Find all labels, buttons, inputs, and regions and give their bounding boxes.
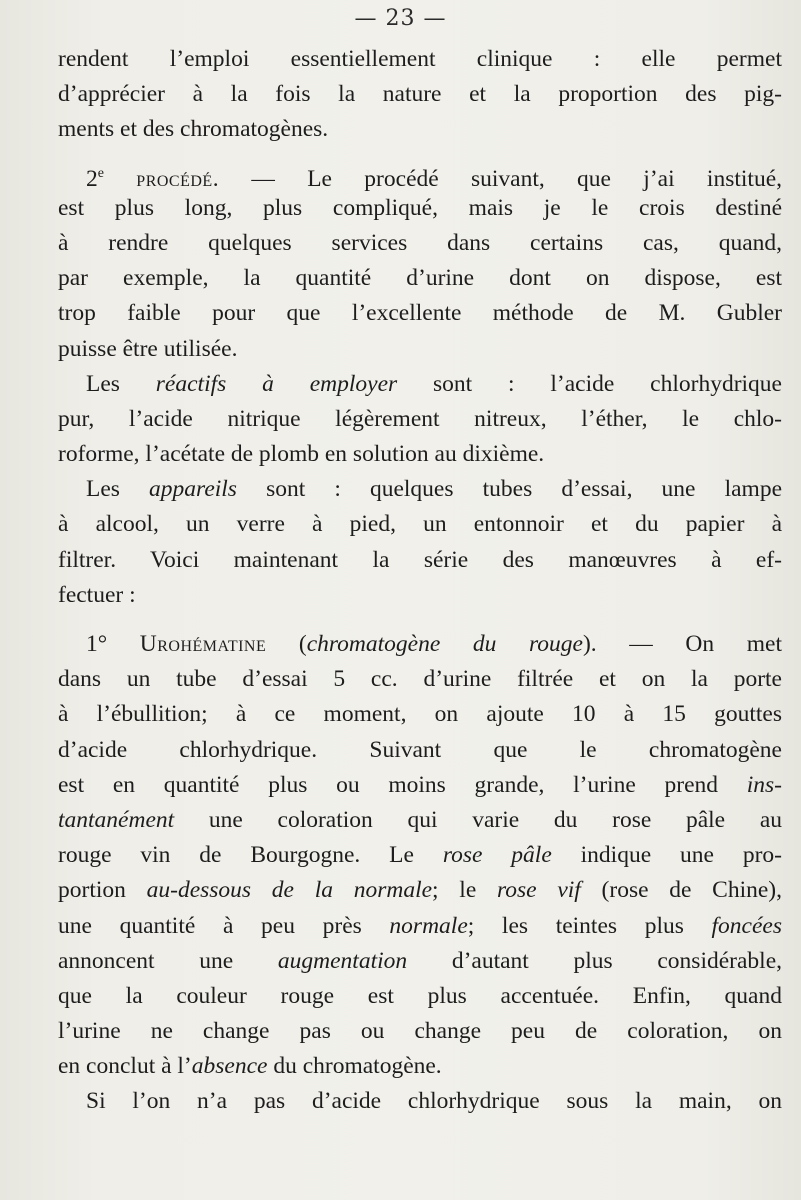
text-line [58,296,782,331]
text-run: est en quantité plus ou moins grande, l’urine prend [58,771,747,798]
text-line [58,507,782,542]
italic-text: absence [191,1053,268,1080]
text-run: sont : l’acide chlorhydrique [397,370,782,397]
text-run: annoncent une [58,947,278,974]
text-run: (rose de Chine), [580,877,783,904]
italic-text: appareils [149,476,237,503]
text-line [58,472,782,507]
text-line [58,332,782,367]
italic-text: normale [389,912,468,939]
text-run: par exemple, la quantité d’urine dont on dispose, est [58,265,782,292]
text-run: en conclut à l’ [58,1053,192,1080]
text-run: pur, l’acide nitrique légèrement nitreux, l’éther, le chlo- [58,405,782,432]
text-run: ( [266,631,307,657]
text-run: d’acide chlorhydrique. Suivant que le chromatogène [58,736,782,763]
text-run: — Le procédé suivant, que j’ai institué, [219,165,783,192]
body-text [58,42,782,1120]
text-run: d’autant plus considérable, [407,947,782,974]
text-line [58,768,782,803]
text-run: puisse être utilisée. [58,335,238,362]
text-run: e [97,165,104,181]
text-line [58,1049,782,1084]
text-line [58,402,782,437]
text-line [58,733,782,768]
italic-text: chromatogène du rouge [306,631,583,657]
italic-text: réactifs à employer [155,370,398,397]
text-line [58,156,782,191]
text-run: ments et des chromatogènes. [58,116,329,143]
text-run: rendent l’emploi essentiellement clinique : elle permet [58,46,782,72]
text-run: trop faible pour que l’excellente méthode de M. Gubler [58,300,782,327]
italic-text: rose vif [497,877,581,904]
text-run: une coloration qui varie du rose pâle au [174,806,782,833]
text-line [58,578,782,613]
text-run: Si l’on n’a pas d’acide chlorhydrique sous la main, on [86,1088,782,1115]
text-run: ). — On met [582,631,782,657]
text-line [58,1084,782,1119]
italic-text: rose pâle [442,842,552,869]
text-run: roforme, l’acétate de plomb en solution au dixième. [58,441,545,468]
text-run: du chromatogène. [267,1053,442,1080]
text-run: à rendre quelques services dans certains cas, quand, [58,229,782,256]
text-run: Les [86,370,156,397]
text-line [58,543,782,578]
text-line [58,367,782,402]
text-line [58,944,782,979]
text-run: ; les teintes plus [467,912,712,939]
text-line [58,979,782,1014]
text-line [58,42,782,77]
text-run: que la couleur rouge est plus accentuée. Enfin, quand [58,982,782,1009]
text-run: Les [86,476,150,503]
text-run: fectuer : [58,581,136,608]
text-run [104,165,136,191]
text-line [58,1014,782,1049]
text-run: sont : quelques tubes d’essai, une lampe [236,476,783,503]
text-run: à l’ébullition; à ce moment, on ajoute 10 à 15 gouttes [58,701,782,728]
text-line [58,191,782,226]
text-run: filtrer. Voici maintenant la série des manœuvres à ef- [58,546,782,573]
text-run: dans un tube d’essai 5 cc. d’urine filtrée et on la porte [58,666,782,693]
italic-text: tantanément [58,806,175,833]
text-run: une quantité à peu près [58,912,390,939]
italic-text: augmentation [277,947,408,974]
text-line [58,803,782,838]
page-number: — 23 — [354,6,447,31]
text-line [58,226,782,261]
text-run: ; le [432,877,497,904]
text-line [58,697,782,732]
text-line [58,437,782,472]
small-caps-text: procédé. [136,165,220,192]
text-line [58,873,782,908]
italic-text: foncées [711,912,782,939]
text-run: d’apprécier à la fois la nature et la proportion des pig- [58,81,782,108]
text-run: l’urine ne change pas ou change peu de coloration, on [58,1018,782,1045]
text-run: 1° [86,631,140,657]
text-run: est plus long, plus compliqué, mais je le crois destiné [58,194,782,221]
italic-text: ins- [746,771,782,798]
italic-text: au-dessous de la normale [146,877,433,904]
text-line [58,112,782,147]
text-run: portion [58,877,147,904]
small-caps-text: Urohématine [139,631,267,657]
text-run: indique une pro- [551,842,782,869]
text-line [58,627,782,662]
text-run: à alcool, un verre à pied, un entonnoir et du papier à [58,511,782,538]
text-run: rouge vin de Bourgogne. Le [58,842,443,869]
text-line [58,77,782,112]
text-line [58,909,782,944]
text-run: 2 [86,165,98,192]
text-line [58,662,782,697]
text-line [58,261,782,296]
text-line [58,838,782,873]
